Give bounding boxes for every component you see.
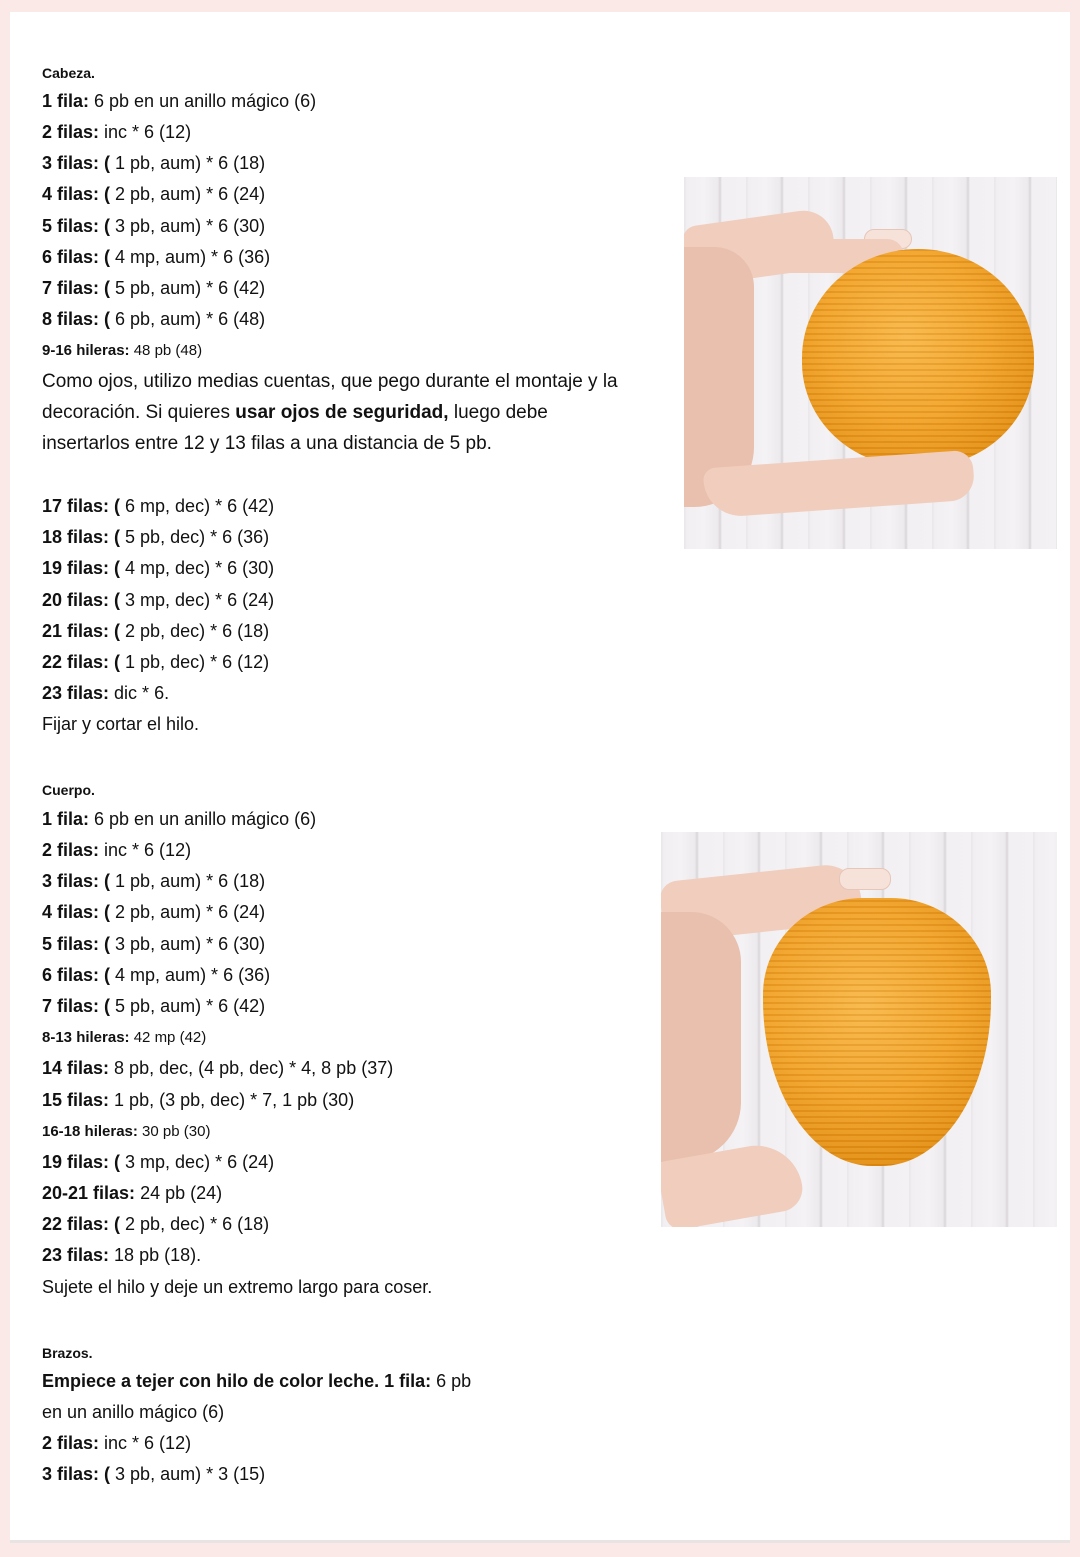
pattern-row: 17 filas: ( 6 mp, dec) * 6 (42) <box>42 496 275 516</box>
section-title-cuerpo: Cuerpo. <box>42 782 95 798</box>
closing-line: Fijar y cortar el hilo. <box>42 714 200 734</box>
pattern-row: 4 filas: ( 2 pb, aum) * 6 (24) <box>42 902 266 922</box>
pattern-row: 15 filas: 1 pb, (3 pb, dec) * 7, 1 pb (30) <box>42 1090 355 1110</box>
pattern-row-hileras: 9-16 hileras: 48 pb (48) <box>42 342 203 359</box>
photo-crochet-head <box>684 177 1057 549</box>
pattern-row: 19 filas: ( 3 mp, dec) * 6 (24) <box>42 1152 275 1172</box>
pattern-row: 2 filas: inc * 6 (12) <box>42 122 192 142</box>
pattern-row: 1 fila: 6 pb en un anillo mágico (6) <box>42 91 317 111</box>
pattern-row: 6 filas: ( 4 mp, aum) * 6 (36) <box>42 247 271 267</box>
pattern-row: 3 filas: ( 3 pb, aum) * 3 (15) <box>42 1464 266 1484</box>
note-line: Como ojos, utilizo medias cuentas, que pego durante el montaje y la <box>42 371 618 392</box>
crochet-ball-head <box>802 249 1034 467</box>
note-line: decoración. Si quieres usar ojos de seguridad, luego debe <box>42 402 548 423</box>
pattern-row: 20-21 filas: 24 pb (24) <box>42 1183 223 1203</box>
closing-line: Sujete el hilo y deje un extremo largo para coser. <box>42 1277 433 1297</box>
page-bottom-border <box>10 1540 1070 1543</box>
photo-crochet-body <box>661 832 1057 1227</box>
pattern-row: 14 filas: 8 pb, dec, (4 pb, dec) * 4, 8 pb (37) <box>42 1058 394 1078</box>
pattern-row: 3 filas: ( 1 pb, aum) * 6 (18) <box>42 871 266 891</box>
pattern-row: 7 filas: ( 5 pb, aum) * 6 (42) <box>42 278 266 298</box>
pattern-row: 2 filas: inc * 6 (12) <box>42 1433 192 1453</box>
pattern-row: 1 fila: 6 pb en un anillo mágico (6) <box>42 809 317 829</box>
pattern-row: 18 filas: ( 5 pb, dec) * 6 (36) <box>42 527 270 547</box>
pattern-row: en un anillo mágico (6) <box>42 1402 225 1422</box>
pattern-row: 8 filas: ( 6 pb, aum) * 6 (48) <box>42 309 266 329</box>
pattern-row: 3 filas: ( 1 pb, aum) * 6 (18) <box>42 153 266 173</box>
hand-palm <box>661 912 741 1162</box>
pattern-row: 5 filas: ( 3 pb, aum) * 6 (30) <box>42 934 266 954</box>
note-line: insertarlos entre 12 y 13 filas a una distancia de 5 pb. <box>42 433 492 454</box>
pattern-row: 19 filas: ( 4 mp, dec) * 6 (30) <box>42 558 275 578</box>
pattern-row: 23 filas: 18 pb (18). <box>42 1245 202 1265</box>
pattern-row: 22 filas: ( 2 pb, dec) * 6 (18) <box>42 1214 270 1234</box>
pattern-row: 23 filas: dic * 6. <box>42 683 170 703</box>
pattern-row: 20 filas: ( 3 mp, dec) * 6 (24) <box>42 590 275 610</box>
pattern-row: 5 filas: ( 3 pb, aum) * 6 (30) <box>42 216 266 236</box>
pattern-row: 2 filas: inc * 6 (12) <box>42 840 192 860</box>
pattern-row: 6 filas: ( 4 mp, aum) * 6 (36) <box>42 965 271 985</box>
pattern-row: 4 filas: ( 2 pb, aum) * 6 (24) <box>42 184 266 204</box>
pattern-row-hileras: 16-18 hileras: 30 pb (30) <box>42 1123 211 1140</box>
pattern-row: 21 filas: ( 2 pb, dec) * 6 (18) <box>42 621 270 641</box>
section-title-brazos: Brazos. <box>42 1345 93 1361</box>
pattern-row-hileras: 8-13 hileras: 42 mp (42) <box>42 1029 207 1046</box>
pattern-row: 7 filas: ( 5 pb, aum) * 6 (42) <box>42 996 266 1016</box>
section-title-cabeza: Cabeza. <box>42 65 95 81</box>
pattern-row: 22 filas: ( 1 pb, dec) * 6 (12) <box>42 652 270 672</box>
fingernail <box>839 868 891 890</box>
pattern-row: Empiece a tejer con hilo de color leche. 1 fila: 6 pb <box>42 1371 472 1391</box>
